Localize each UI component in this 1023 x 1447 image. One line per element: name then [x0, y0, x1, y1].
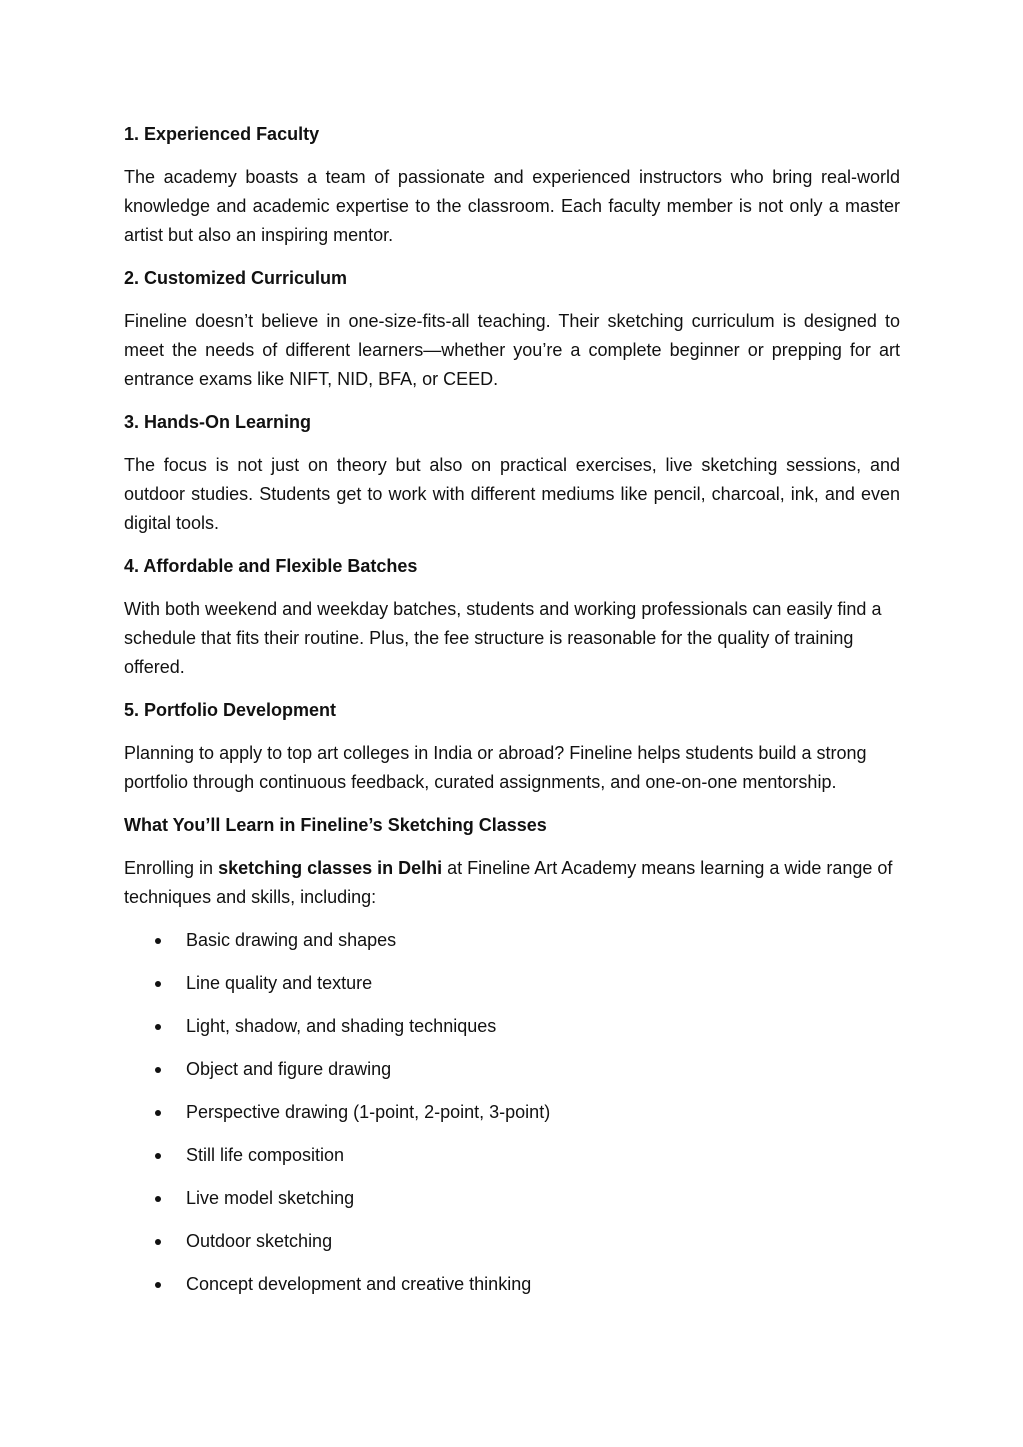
list-item-text: Outdoor sketching [186, 1231, 333, 1251]
list-item [124, 1141, 900, 1170]
section-heading-portfolio-development: 5. Portfolio Development [124, 700, 337, 720]
list-item [124, 969, 900, 998]
bullet-icon [155, 1153, 161, 1159]
bullet-icon [155, 1067, 161, 1073]
list-item-text: Live model sketching [186, 1188, 355, 1208]
list-item [124, 1055, 900, 1084]
list-item-text: Object and figure drawing [186, 1059, 392, 1079]
section-body-customized-curriculum: Fineline doesn’t believe in one-size-fits-all teaching. Their sketching curriculum is designed to meet the needs of different learners—whether you’re a complete beginner or prepping for art entrance exams like NIFT, NID, BFA, or CEED. [124, 311, 900, 389]
skills-list [124, 926, 900, 1299]
list-item [124, 1227, 900, 1256]
bullet-icon [155, 1239, 161, 1245]
list-item-text: Line quality and texture [186, 973, 373, 993]
section-heading-customized-curriculum: 2. Customized Curriculum [124, 268, 348, 288]
document-page [124, 120, 900, 1313]
section-body-portfolio-development: Planning to apply to top art colleges in India or abroad? Fineline helps students build a strong portfolio through continuous feedback, curated assignments, and one-on-one mentorship. [124, 743, 867, 792]
bullet-icon [155, 1282, 161, 1288]
list-item-text: Still life composition [186, 1145, 345, 1165]
list-item [124, 1012, 900, 1041]
learn-heading: What You’ll Learn in Fineline’s Sketching Classes [124, 815, 547, 835]
list-item [124, 1184, 900, 1213]
bullet-icon [155, 981, 161, 987]
list-item-text: Basic drawing and shapes [186, 930, 397, 950]
list-item [124, 1098, 900, 1127]
bullet-icon [155, 938, 161, 944]
section-body-experienced-faculty: The academy boasts a team of passionate and experienced instructors who bring real-world knowledge and academic expertise to the classroom. Each faculty member is not only a master artist but also an inspiring mentor. [124, 167, 900, 245]
list-item-text: Perspective drawing (1-point, 2-point, 3-point) [186, 1102, 551, 1122]
list-item-text: Light, shadow, and shading techniques [186, 1016, 497, 1036]
bullet-icon [155, 1024, 161, 1030]
section-heading-hands-on-learning: 3. Hands-On Learning [124, 412, 312, 432]
section-body-hands-on-learning: The focus is not just on theory but also on practical exercises, live sketching sessions, and outdoor studies. Students get to work with different mediums like pencil, charcoal, ink, and even digital tools. [124, 455, 900, 533]
section-heading-experienced-faculty: 1. Experienced Faculty [124, 124, 320, 144]
bullet-icon [155, 1110, 161, 1116]
section-body-affordable-batches: With both weekend and weekday batches, students and working professionals can easily find a schedule that fits their routine. Plus, the fee structure is reasonable for the quality of training offered. [124, 599, 882, 677]
learn-intro-prefix: Enrolling in [124, 858, 219, 878]
list-item-text: Concept development and creative thinking [186, 1274, 532, 1294]
list-item [124, 1270, 900, 1299]
list-item [124, 926, 900, 955]
bullet-icon [155, 1196, 161, 1202]
learn-intro [124, 854, 900, 912]
learn-intro-suffix: at Fineline Art Academy means learning a wide range of techniques and skills, including: [124, 858, 893, 907]
section-heading-affordable-batches: 4. Affordable and Flexible Batches [124, 556, 418, 576]
learn-intro-keyword: sketching classes in Delhi [218, 858, 443, 878]
